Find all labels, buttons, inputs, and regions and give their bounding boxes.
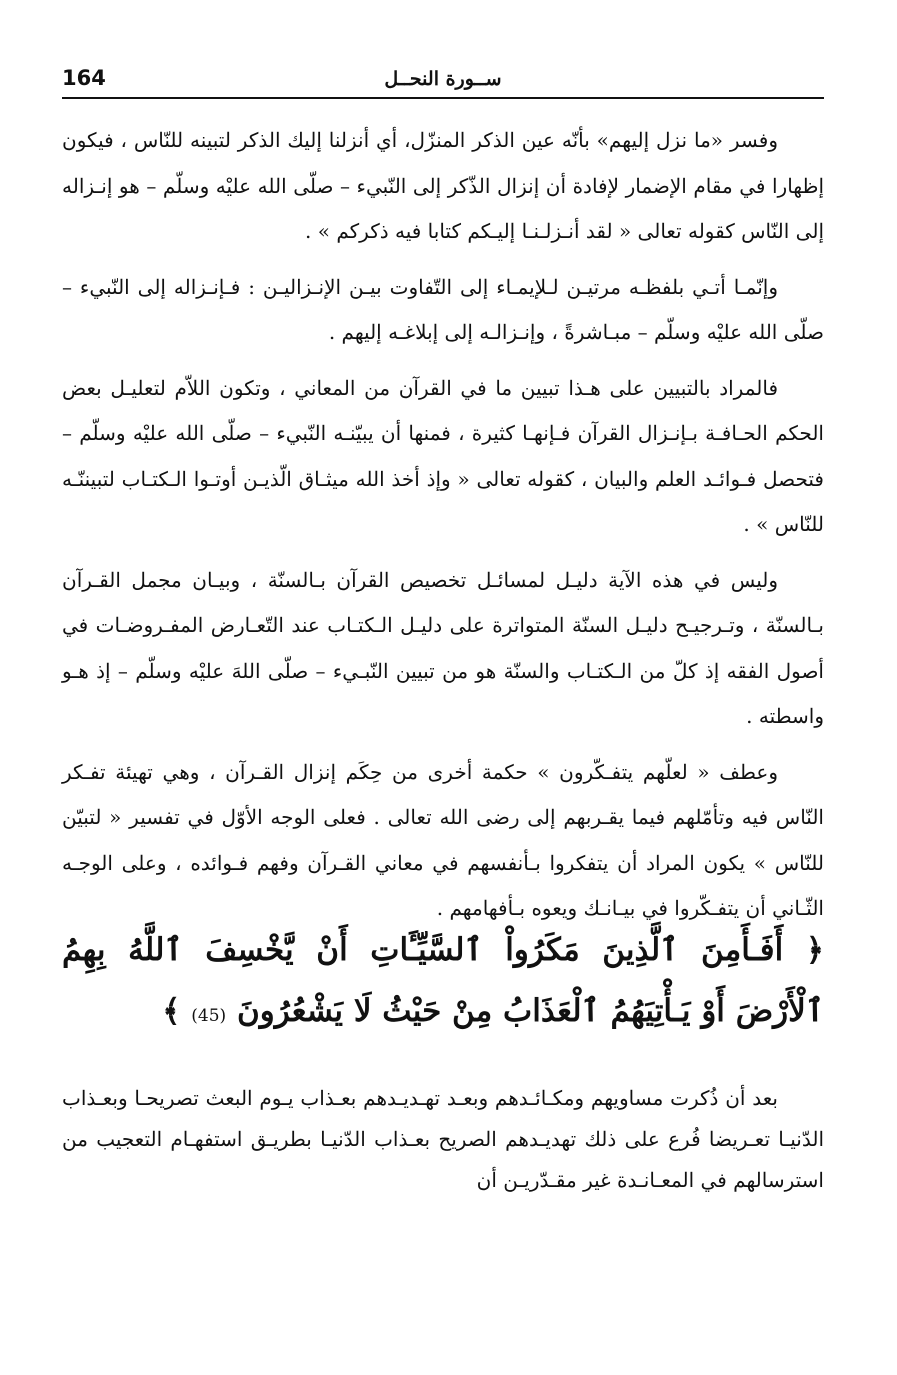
paragraph-3: فالمراد بالتبيين على هـذا تبيين ما في القرآن من المعاني ، وتكون اللاّم لتعليـل بعض الحكم الحـافـة بـإنـزال القرآن فـإنهـا كثيرة ، فمنها أن يبيّنـه النّبيء – صلّى الله عليْه وسلّم – فتحصل فـوائـد العلم والبيان ، كقوله تعالى « وإذ أخذ الله ميثـاق الّذيـن أوتـوا الـكتـاب لتبيننّـه للنّاس » . xyxy=(62,375,824,536)
paragraph-6: بعد أن ذُكرت مساويهم ومكـائـدهم وبعـد تهـديـدهم بعـذاب يـوم البعث تصريحـا وبعـذاب الدّنيـا تعـريضا فُرع على ذلك تهديـدهم الصريح بعـذاب الدّنيـا بطريـق استفهـام التعجيب من استرسالهم في المعـانـدة غير مقـدّريـن أن xyxy=(62,1086,824,1192)
verse-text: ﴿ أَفَـأَمِنَ ٱلَّذِينَ مَكَرُواْ ٱلسَّيِّـَٔاتِ أَنْ يَّخْسِفَ ٱللَّهُ بِهِمُ ٱلْأَرْضَ أَوْ يَـأْتِيَهُمُ ٱلْعَذَابُ مِنْ حَيْثُ لَا يَشْعُرُونَ xyxy=(62,932,824,1029)
quran-verse xyxy=(62,920,824,1047)
paragraph-4: وليس في هذه الآية دليـل لمسائـل تخصيص القرآن بـالسنّة ، وبيـان مجمل القـرآن بـالسنّة ، وتـرجيـح دليـل السنّة المتواترة على دليـل الـكتـاب عند التّعـارض المفـروضـات في أصول الفقه إذ كلّ من الـكتـاب والسنّة هو من تبيين النّبـيء – صلّى اللهَ عليْه وسلّم – إذ هـو واسطته . xyxy=(62,567,824,728)
verse-number: (45) xyxy=(191,1006,227,1026)
page-number: 164 xyxy=(62,66,106,90)
running-title: ســورة النحــل xyxy=(384,68,502,90)
commentary-text xyxy=(62,1078,824,1211)
paragraph-2: وإنّمـا أتـي بلفظـه مرتيـن لـلإيمـاء إلى التّفاوت بيـن الإنـزاليـن : فـإنـزاله إلى النّبيء – صلّى الله عليْه وسلّم – مبـاشرةً ، وإنـزالـه إلى إبلاغـه إليهم . xyxy=(62,274,824,344)
page-header xyxy=(62,60,824,100)
header-rule xyxy=(62,97,824,99)
main-text xyxy=(62,118,824,942)
paragraph-1: وفسر «ما نزل إليهم» بأنّه عين الذكر المنزّل، أي أنزلنا إليك الذكر لتبينه للنّاس ، فيكون إظهارا في مقام الإضمار لإفادة أن إنزال الذّكر إلى النّبيء – صلّى الله عليْه وسلّم – هو إنـزاله إلى النّاس كقوله تعالى « لقد أنـزلـنـا إليـكم كتابا فيه ذكركم » . xyxy=(62,128,825,243)
paragraph-5: وعطف « لعلّهم يتفـكّرون » حكمة أخرى من حِكَم إنزال القـرآن ، وهي تهيئة تفـكر النّاس فيه وتأمّلهم فيما يقـربهم إلى رضى الله تعالى . فعلى الوجه الأوّل في تفسير « لتبيّن للنّاس » يكون المراد أن يتفكروا بـأنفسهم في معاني القـرآن وفهم فـوائده ، وعلى الوجـه الثّـاني أن يتفـكّروا في بيـانـك ويعوه بـأفهامهم . xyxy=(62,759,824,920)
verse-close-bracket: ﴾ xyxy=(162,993,181,1029)
